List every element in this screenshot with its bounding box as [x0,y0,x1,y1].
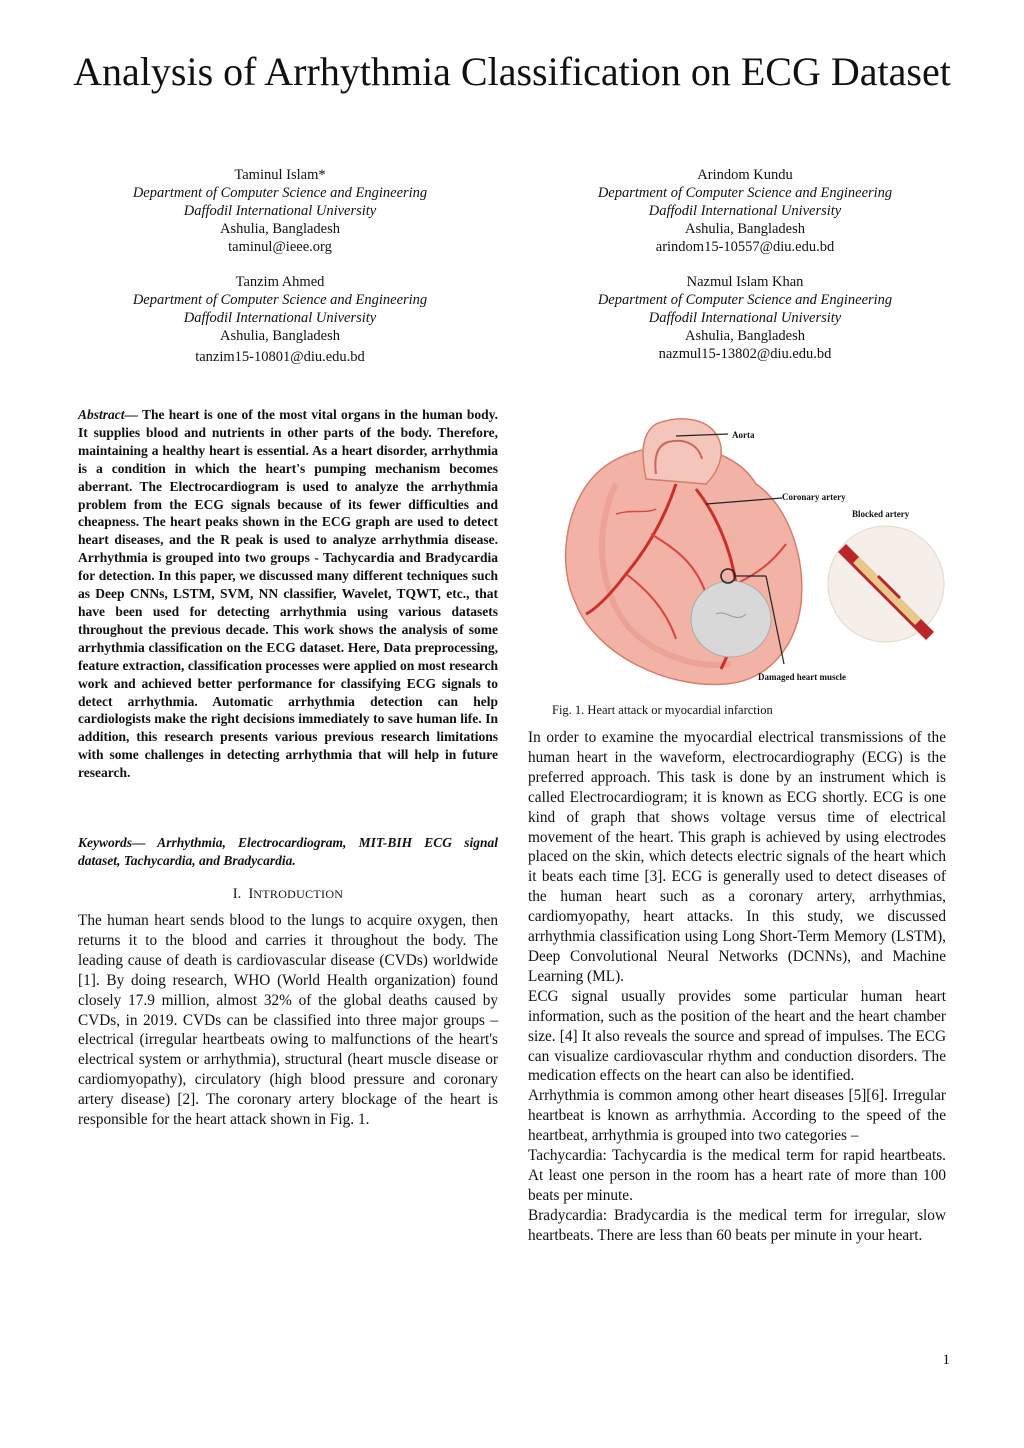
author-block-3 [60,273,500,366]
paragraph: ECG signal usually provides some particular human heart information, such as the position of the heart and the heart chamber size. [4] It also reveals the source and spread of impulses. The ECG can visualize cardiovascular rhythm and conduction disorders. The medication effects on the heart can also be identified. [528,987,946,1085]
author-name: Nazmul Islam Khan [686,274,804,290]
right-column [528,728,946,1246]
section-title-rest: NTRODUCTION [253,887,344,901]
abstract [78,406,498,782]
author-location: Ashulia, Bangladesh [684,328,805,344]
aorta [643,419,721,484]
author-department: Department of Computer Science and Engineering [597,185,893,201]
abstract-lead: Abstract— [78,407,139,422]
author-university: Daffodil International University [183,310,377,326]
author-location: Ashulia, Bangladesh [684,221,805,237]
paragraph: In order to examine the myocardial electrical transmissions of the human heart in the waveform, electrocardiography (ECG) is the preferred approach. This task is done by an instrument which is called Electrocardiogram; it is known as ECG shortly. ECG is one kind of graph that shows voltage versus time of electrical movement of the heart. This graph is achieved by using electrodes placed on the skin, which detects electric signals of the heart which it beats each time [3]. ECG is generally used to detect diseases of the human heart such as a coronary artery, arrhythmias, cardiomyopathy, heart attacks. In this study, we discussed arrhythmia classification using Long Short-Term Memory (LSTM), Deep Convolutional Neural Networks (DCNNs), and Machine Learning (ML). [528,729,946,985]
intro-paragraph: The human heart sends blood to the lungs to acquire oxygen, then returns it to the blood and carries it throughout the body. The leading cause of death is cardiovascular disease (CVDs) worldwide [1]. By doing research, WHO (World Health organization) found closely 17.9 million, almost 32% of the global deaths caused by CVDs, in 2019. CVDs can be classified into three major groups – electrical (irregular heartbeats owing to malfunctions of the heart's electrical system or arrhythmia), structural (heart muscle disease or cardiomyopathy), circulatory (high blood pressure and coronary artery disease) [2]. The coronary artery blockage of the heart is responsible for the heart attack shown in Fig. 1. [78,912,498,1129]
label-aorta: Aorta [732,430,755,440]
author-university: Daffodil International University [648,310,842,326]
heart-attack-figure [556,414,952,692]
author-department: Department of Computer Science and Engineering [597,292,893,308]
author-name: Tanzim Ahmed [235,274,325,290]
label-coronary-artery: Coronary artery [782,492,846,502]
label-blocked-artery: Blocked artery [852,509,910,519]
author-email: taminul@ieee.org [228,239,332,255]
label-damaged-heart-muscle: Damaged heart muscle [758,672,846,682]
author-name: Taminul Islam* [234,167,326,183]
paper-title: Analysis of Arrhythmia Classification on ECG Dataset [73,49,951,94]
author-location: Ashulia, Bangladesh [219,328,340,344]
author-department: Department of Computer Science and Engineering [132,292,428,308]
keywords: Keywords— Arrhythmia, Electrocardiogram, MIT-BIH ECG signal dataset, Tachycardia, and Bradycardia. [78,835,498,868]
section-number: I. [232,886,242,902]
section-title-first: I [248,886,254,902]
page-number: 1 [942,1352,950,1368]
author-block-1 [60,166,500,256]
abstract-text: The heart is one of the most vital organs in the human body. It supplies blood and nutrients in other parts of the body. Therefore, maintaining a healthy heart is essential. As a heart disorder, arrhythmia is a condition in which the heart's pumping mechanism becomes aberrant. The Electrocardiogram is used to analyze the arrhythmia problem from the ECG signals because of its fewer difficulties and cheapness. The heart peaks shown in the ECG graph are used to detect heart diseases, and the R peak is used to analyze arrhythmia disease. Arrhythmia is grouped into two groups - Tachycardia and Bradycardia for detection. In this paper, we discussed many different techniques such as Deep CNNs, LSTM, SVM, NN classifier, Wavelet, TQWT, etc., that have been used for detecting arrhythmia using various datasets throughout the previous decade. This work shows the analysis of some arrhythmia classification on the ECG dataset. Here, Data preprocessing, feature extraction, classification processes were applied on most research work and achieved better performance for classifying ECG signals to detect arrhythmia. Automatic arrhythmia detection can help cardiologists make the right decisions immediately to save human life. In addition, this research presents various previous research limitations with some challenges in detecting arrhythmia that will help in future research. [78,407,498,781]
damaged-muscle-area [691,581,771,657]
author-email: nazmul15-13802@diu.edu.bd [658,346,832,362]
paragraph: Bradycardia: Bradycardia is the medical term for irregular, slow heartbeats. There are less than 60 beats per minute in your heart. [528,1206,946,1244]
paragraph: Arrhythmia is common among other heart diseases [5][6]. Irregular heartbeat is known as arrhythmia. According to the speed of the heartbeat, arrhythmia is grouped into two categories – [528,1087,946,1145]
author-email: arindom15-10557@diu.edu.bd [655,239,835,255]
author-block-4 [525,273,965,363]
paragraph: Tachycardia: Tachycardia is the medical term for rapid heartbeats. At least one person in the room has a heart rate of more than 100 beats per minute. [528,1147,946,1204]
author-university: Daffodil International University [183,203,377,219]
author-location: Ashulia, Bangladesh [219,221,340,237]
author-university: Daffodil International University [648,203,842,219]
author-email: tanzim15-10801@diu.edu.bd [195,349,365,365]
author-block-2 [525,166,965,256]
author-department: Department of Computer Science and Engineering [132,185,428,201]
section-heading [78,884,498,904]
author-name: Arindom Kundu [697,167,793,183]
figure-caption: Fig. 1. Heart attack or myocardial infarction [552,703,773,717]
